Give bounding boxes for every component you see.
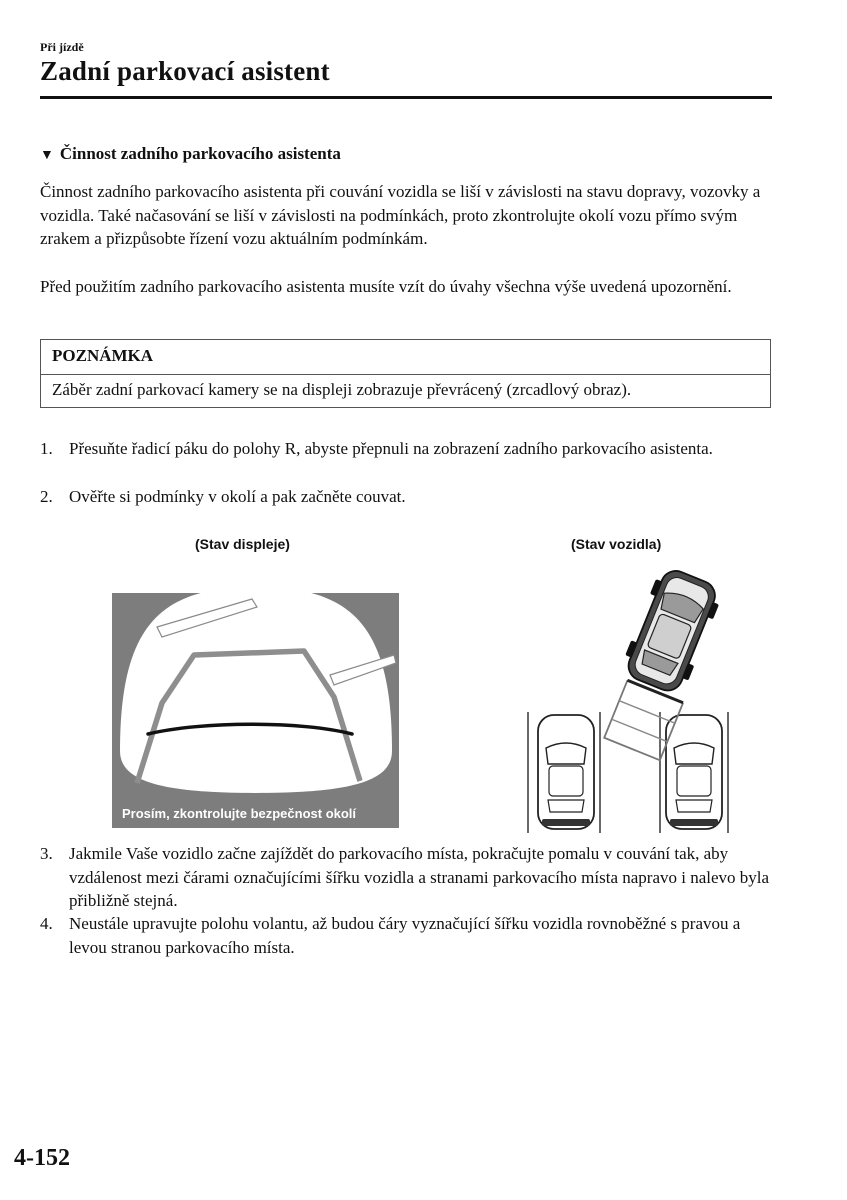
step-number: 2. bbox=[40, 487, 53, 506]
display-illustration bbox=[112, 593, 399, 828]
section-label: Při jízdě bbox=[40, 40, 84, 54]
display-caption: (Stav displeje) bbox=[195, 536, 290, 552]
step-text: Jakmile Vaše vozidlo začne zajíždět do parkovacího místa, pokračujte pomalu v couvání tak, aby vzdálenost mezi čárami označujícími šířku vozidla a stranami parkovacího místa napravo i nalevo byla přibližně stejná. bbox=[69, 844, 770, 910]
subheading bbox=[40, 144, 341, 164]
step-number: 4. bbox=[40, 914, 53, 933]
step-text: Přesuňte řadicí páku do polohy R, abyste přepnuli na zobrazení zadního parkovacího asistenta. bbox=[69, 439, 713, 458]
page-number: 4-152 bbox=[14, 1145, 70, 1171]
paragraph: Činnost zadního parkovacího asistenta při couvání vozidla se liší v závislosti na stavu dopravy, vozovky a vozidla. Také načasování se liší v závislosti na podmínkách, proto zkontrolujte okolí vozu přímo svým zrakem a přizpůsobte řízení vozu aktuálním podmínkám. bbox=[40, 182, 761, 248]
note-heading: POZNÁMKA bbox=[41, 340, 770, 375]
list-item bbox=[40, 842, 775, 914]
subheading-text: Činnost zadního parkovacího asistenta bbox=[59, 144, 341, 163]
reversing-car bbox=[618, 564, 725, 697]
vehicle-illustration bbox=[520, 560, 740, 840]
note-text: Záběr zadní parkovací kamery se na displeji zobrazuje převrácený (zrcadlový obraz). bbox=[52, 380, 632, 399]
step-text: Neustále upravujte polohu volantu, až budou čáry vyznačující šířku vozidla rovnoběžné s pravou a levou stranou parkovacího místa. bbox=[69, 914, 741, 957]
parked-car-right bbox=[666, 715, 722, 829]
step-number: 3. bbox=[40, 844, 53, 863]
display-warning-text: Prosím, zkontrolujte bezpečnost okolí bbox=[122, 806, 357, 821]
page-title: Zadní parkovací asistent bbox=[40, 56, 330, 86]
list-item bbox=[40, 437, 775, 485]
list-item bbox=[40, 912, 775, 960]
paragraph: Před použitím zadního parkovacího asistenta musíte vzít do úvahy všechna výše uvedená upozornění. bbox=[40, 277, 732, 296]
camera-view-area bbox=[120, 593, 392, 793]
triangle-marker-icon: ▼ bbox=[40, 148, 54, 163]
title-rule bbox=[40, 96, 772, 99]
vehicle-caption: (Stav vozidla) bbox=[571, 536, 662, 552]
note-box bbox=[40, 339, 771, 408]
parked-car-left bbox=[538, 715, 594, 829]
list-item bbox=[40, 485, 775, 509]
step-text: Ověřte si podmínky v okolí a pak začněte couvat. bbox=[69, 487, 406, 506]
step-number: 1. bbox=[40, 439, 53, 458]
